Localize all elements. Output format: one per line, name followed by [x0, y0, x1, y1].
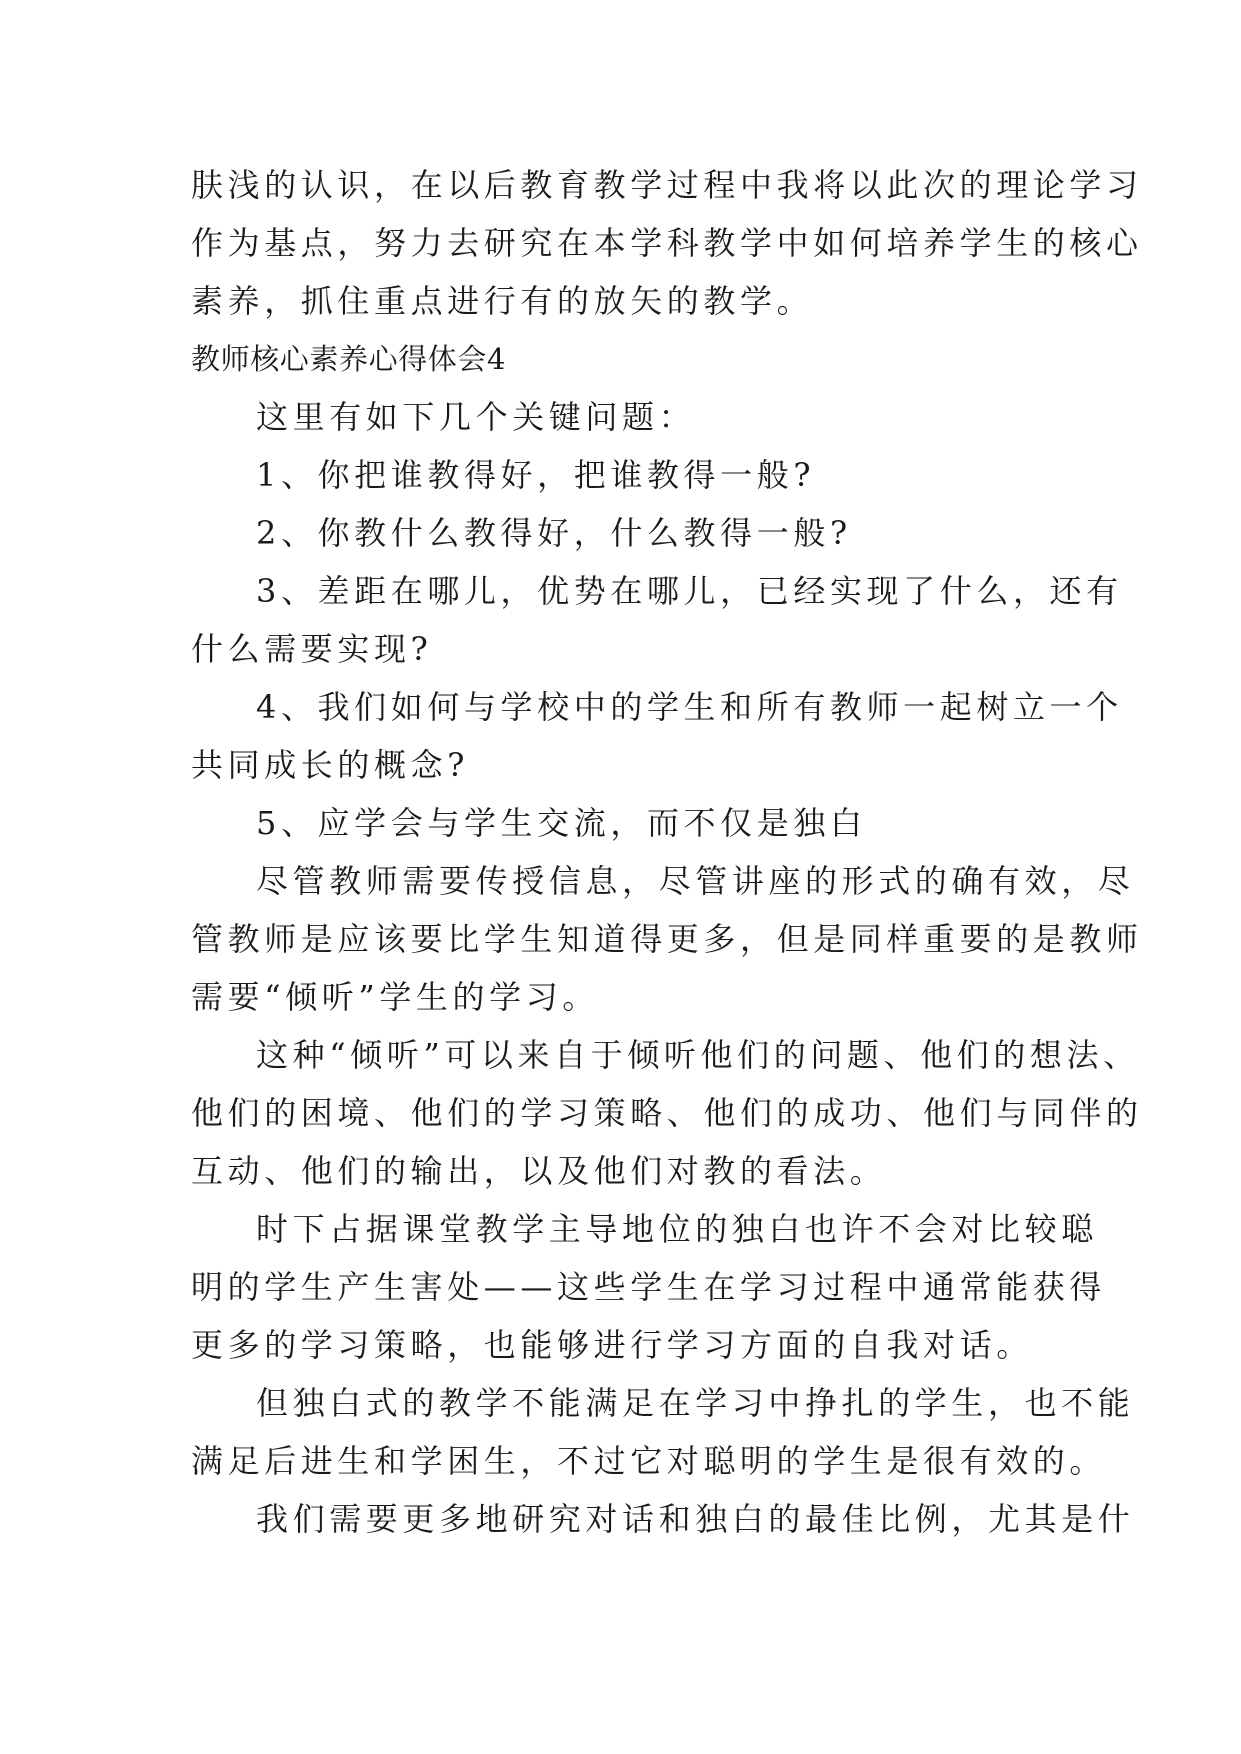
line-text: 但独白式的教学不能满足在学习中挣扎的学生，也不能 — [256, 1384, 1135, 1422]
line-text: 需要“倾听”学生的学习。 — [191, 978, 599, 1016]
text-line — [0, 214, 1241, 272]
line-text: 管教师是应该要比学生知道得更多，但是同样重要的是教师 — [191, 920, 1143, 958]
line-text: 作为基点，努力去研究在本学科教学中如何培养学生的核心 — [191, 224, 1143, 262]
text-line — [0, 736, 1241, 794]
line-text: 满足后进生和学困生，不过它对聪明的学生是很有效的。 — [191, 1442, 1107, 1480]
text-line — [0, 156, 1241, 214]
list-item — [0, 794, 1241, 852]
line-text: 他们的困境、他们的学习策略、他们的成功、他们与同伴的 — [191, 1094, 1143, 1132]
line-text: 3、差距在哪儿，优势在哪儿，已经实现了什么，还有 — [256, 572, 1123, 610]
line-text: 1、你把谁教得好，把谁教得一般? — [256, 456, 816, 494]
line-text: 共同成长的概念? — [191, 746, 469, 784]
section-heading-line — [0, 330, 1241, 388]
text-line — [0, 620, 1241, 678]
paragraph-start — [0, 1200, 1241, 1258]
line-text: 明的学生产生害处——这些学生在学习过程中通常能获得 — [191, 1268, 1107, 1306]
list-item — [0, 504, 1241, 562]
paragraph-start — [0, 852, 1241, 910]
text-line — [0, 1258, 1241, 1316]
line-text: 时下占据课堂教学主导地位的独白也许不会对比较聪 — [256, 1210, 1098, 1248]
line-text: 这里有如下几个关键问题： — [256, 398, 696, 436]
line-text: 尽管教师需要传授信息，尽管讲座的形式的确有效，尽 — [256, 862, 1135, 900]
line-text: 素养，抓住重点进行有的放矢的教学。 — [191, 282, 814, 320]
list-item — [0, 446, 1241, 504]
list-item — [0, 562, 1241, 620]
line-text: 这种“倾听”可以来自于倾听他们的问题、他们的想法、 — [256, 1036, 1140, 1074]
line-text: 肤浅的认识，在以后教育教学过程中我将以此次的理论学习 — [191, 166, 1143, 204]
line-text: 2、你教什么教得好，什么教得一般? — [256, 514, 852, 552]
text-line — [0, 1084, 1241, 1142]
text-line — [0, 1316, 1241, 1374]
paragraph-start — [0, 1490, 1241, 1548]
line-text: 我们需要更多地研究对话和独白的最佳比例，尤其是什 — [256, 1500, 1135, 1538]
text-line — [0, 1142, 1241, 1200]
text-line — [0, 388, 1241, 446]
paragraph-start — [0, 1026, 1241, 1084]
line-text: 4、我们如何与学校中的学生和所有教师一起树立一个 — [256, 688, 1123, 726]
line-text: 5、应学会与学生交流，而不仅是独白 — [256, 804, 867, 842]
line-text: 互动、他们的输出，以及他们对教的看法。 — [191, 1152, 887, 1190]
paragraph-start — [0, 1374, 1241, 1432]
section-heading: 教师核心素养心得体会4 — [191, 342, 507, 376]
line-text: 更多的学习策略，也能够进行学习方面的自我对话。 — [191, 1326, 1033, 1364]
list-item — [0, 678, 1241, 736]
line-text: 什么需要实现? — [191, 630, 433, 668]
text-line — [0, 910, 1241, 968]
text-line — [0, 272, 1241, 330]
text-line — [0, 1432, 1241, 1490]
text-line — [0, 968, 1241, 1026]
